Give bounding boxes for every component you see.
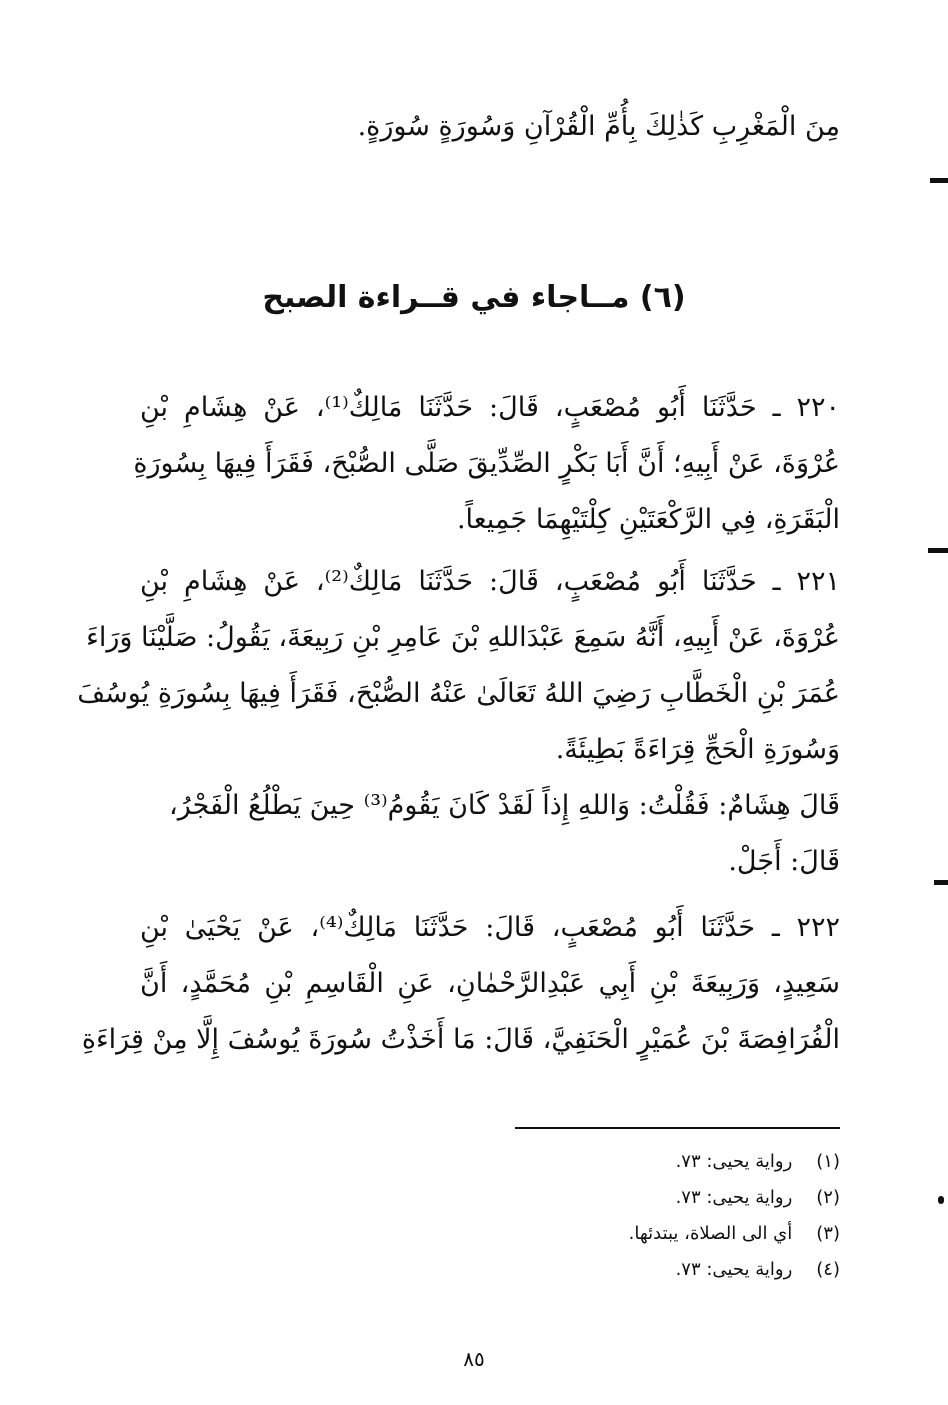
footnote-number: (١) xyxy=(816,1151,840,1172)
scan-edge-mark xyxy=(934,880,948,885)
hadith-221-line-1: ٢٢١ ـ حَدَّثَنَا أَبُو مُصْعَبٍ، قَالَ: حَدَّثَنَا مَالِكٌ⁽²⁾، عَنْ هِشَامِ بْنِ xyxy=(140,566,841,597)
footnote-number: (٤) xyxy=(816,1259,840,1280)
footnote-text: رواية يحيى: ٧٣. xyxy=(675,1259,793,1280)
hadith-220-line-2: عُرْوَةَ، عَنْ أَبِيهِ؛ أَنَّ أَبَا بَكْرٍ الصِّدِّيقَ صَلَّى الصُّبْحَ، فَقَرَأَ فِيهَا بِسُورَةِ xyxy=(133,448,840,479)
footnote-number: (٢) xyxy=(816,1187,840,1208)
footnote-text: رواية يحيى: ٧٣. xyxy=(675,1151,793,1172)
footnote-4 xyxy=(676,1257,840,1283)
scan-edge-mark xyxy=(938,1196,944,1204)
continued-text-line: مِنَ الْمَغْرِبِ كَذٰلِكَ بِأُمِّ الْقُرْآنِ وَسُورَةٍ سُورَةٍ. xyxy=(357,111,840,142)
hadith-222-line-3: الْفُرَافِصَةَ بْنَ عُمَيْرٍ الْحَنَفِيَّ، قَالَ: مَا أَخَذْتُ سُورَةَ يُوسُفَ إِلَّا مِنْ قِرَاءَةِ xyxy=(81,1024,840,1055)
footnote-separator xyxy=(515,1127,840,1129)
page-number: ٨٥ xyxy=(463,1347,485,1371)
section-heading: (٦) مــاجاء في قــراءة الصبح xyxy=(262,280,686,315)
hadith-221-line-4: وَسُورَةِ الْحَجِّ قِرَاءَةً بَطِيئَةً. xyxy=(555,734,840,765)
footnote-text: رواية يحيى: ٧٣. xyxy=(675,1187,793,1208)
scan-edge-mark xyxy=(928,548,948,553)
footnote-1 xyxy=(676,1149,840,1175)
footnote-3 xyxy=(629,1221,840,1247)
hadith-221-line-3: عُمَرَ بْنِ الْخَطَّابِ رَضِيَ اللهُ تَعَالَىٰ عَنْهُ الصُّبْحَ، فَقَرَأَ فِيهَا بِسُورَةِ يُوسُفَ xyxy=(77,678,840,709)
hadith-220-line-3: الْبَقَرَةِ، فِي الرَّكْعَتَيْنِ كِلْتَيْهِمَا جَمِيعاً. xyxy=(456,504,840,535)
hadith-221-line-5: قَالَ هِشَامٌ: فَقُلْتُ: وَاللهِ إِذاً لَقَدْ كَانَ يَقُومُ⁽³⁾ حِينَ يَطْلُعُ الْفَجْرُ، xyxy=(169,790,840,821)
hadith-222-line-2: سَعِيدٍ، وَرَبِيعَةَ بْنِ أَبِي عَبْدِالرَّحْمٰانِ، عَنِ الْقَاسِمِ بْنِ مُحَمَّدٍ، أَنَّ xyxy=(140,968,840,999)
hadith-221-line-2: عُرْوَةَ، عَنْ أَبِيهِ، أَنَّهُ سَمِعَ عَبْدَاللهِ بْنَ عَامِرِ بْنِ رَبِيعَةَ، يَقُولُ: صَلَّيْنَا وَرَاءَ xyxy=(86,622,840,653)
scan-edge-mark xyxy=(930,178,948,183)
hadith-221-line-6: قَالَ: أَجَلْ. xyxy=(728,846,840,877)
hadith-222-line-1: ٢٢٢ ـ حَدَّثَنَا أَبُو مُصْعَبٍ، قَالَ: حَدَّثَنَا مَالِكٌ⁽⁴⁾، عَنْ يَحْيَىٰ بْنِ xyxy=(140,912,841,943)
footnote-number: (٣) xyxy=(816,1223,840,1244)
footnote-text: أي الى الصلاة، يبتدئها. xyxy=(628,1223,793,1244)
hadith-220-line-1: ٢٢٠ ـ حَدَّثَنَا أَبُو مُصْعَبٍ، قَالَ: حَدَّثَنَا مَالِكٌ⁽¹⁾، عَنْ هِشَامِ بْنِ xyxy=(140,392,841,423)
footnote-2 xyxy=(676,1185,840,1211)
